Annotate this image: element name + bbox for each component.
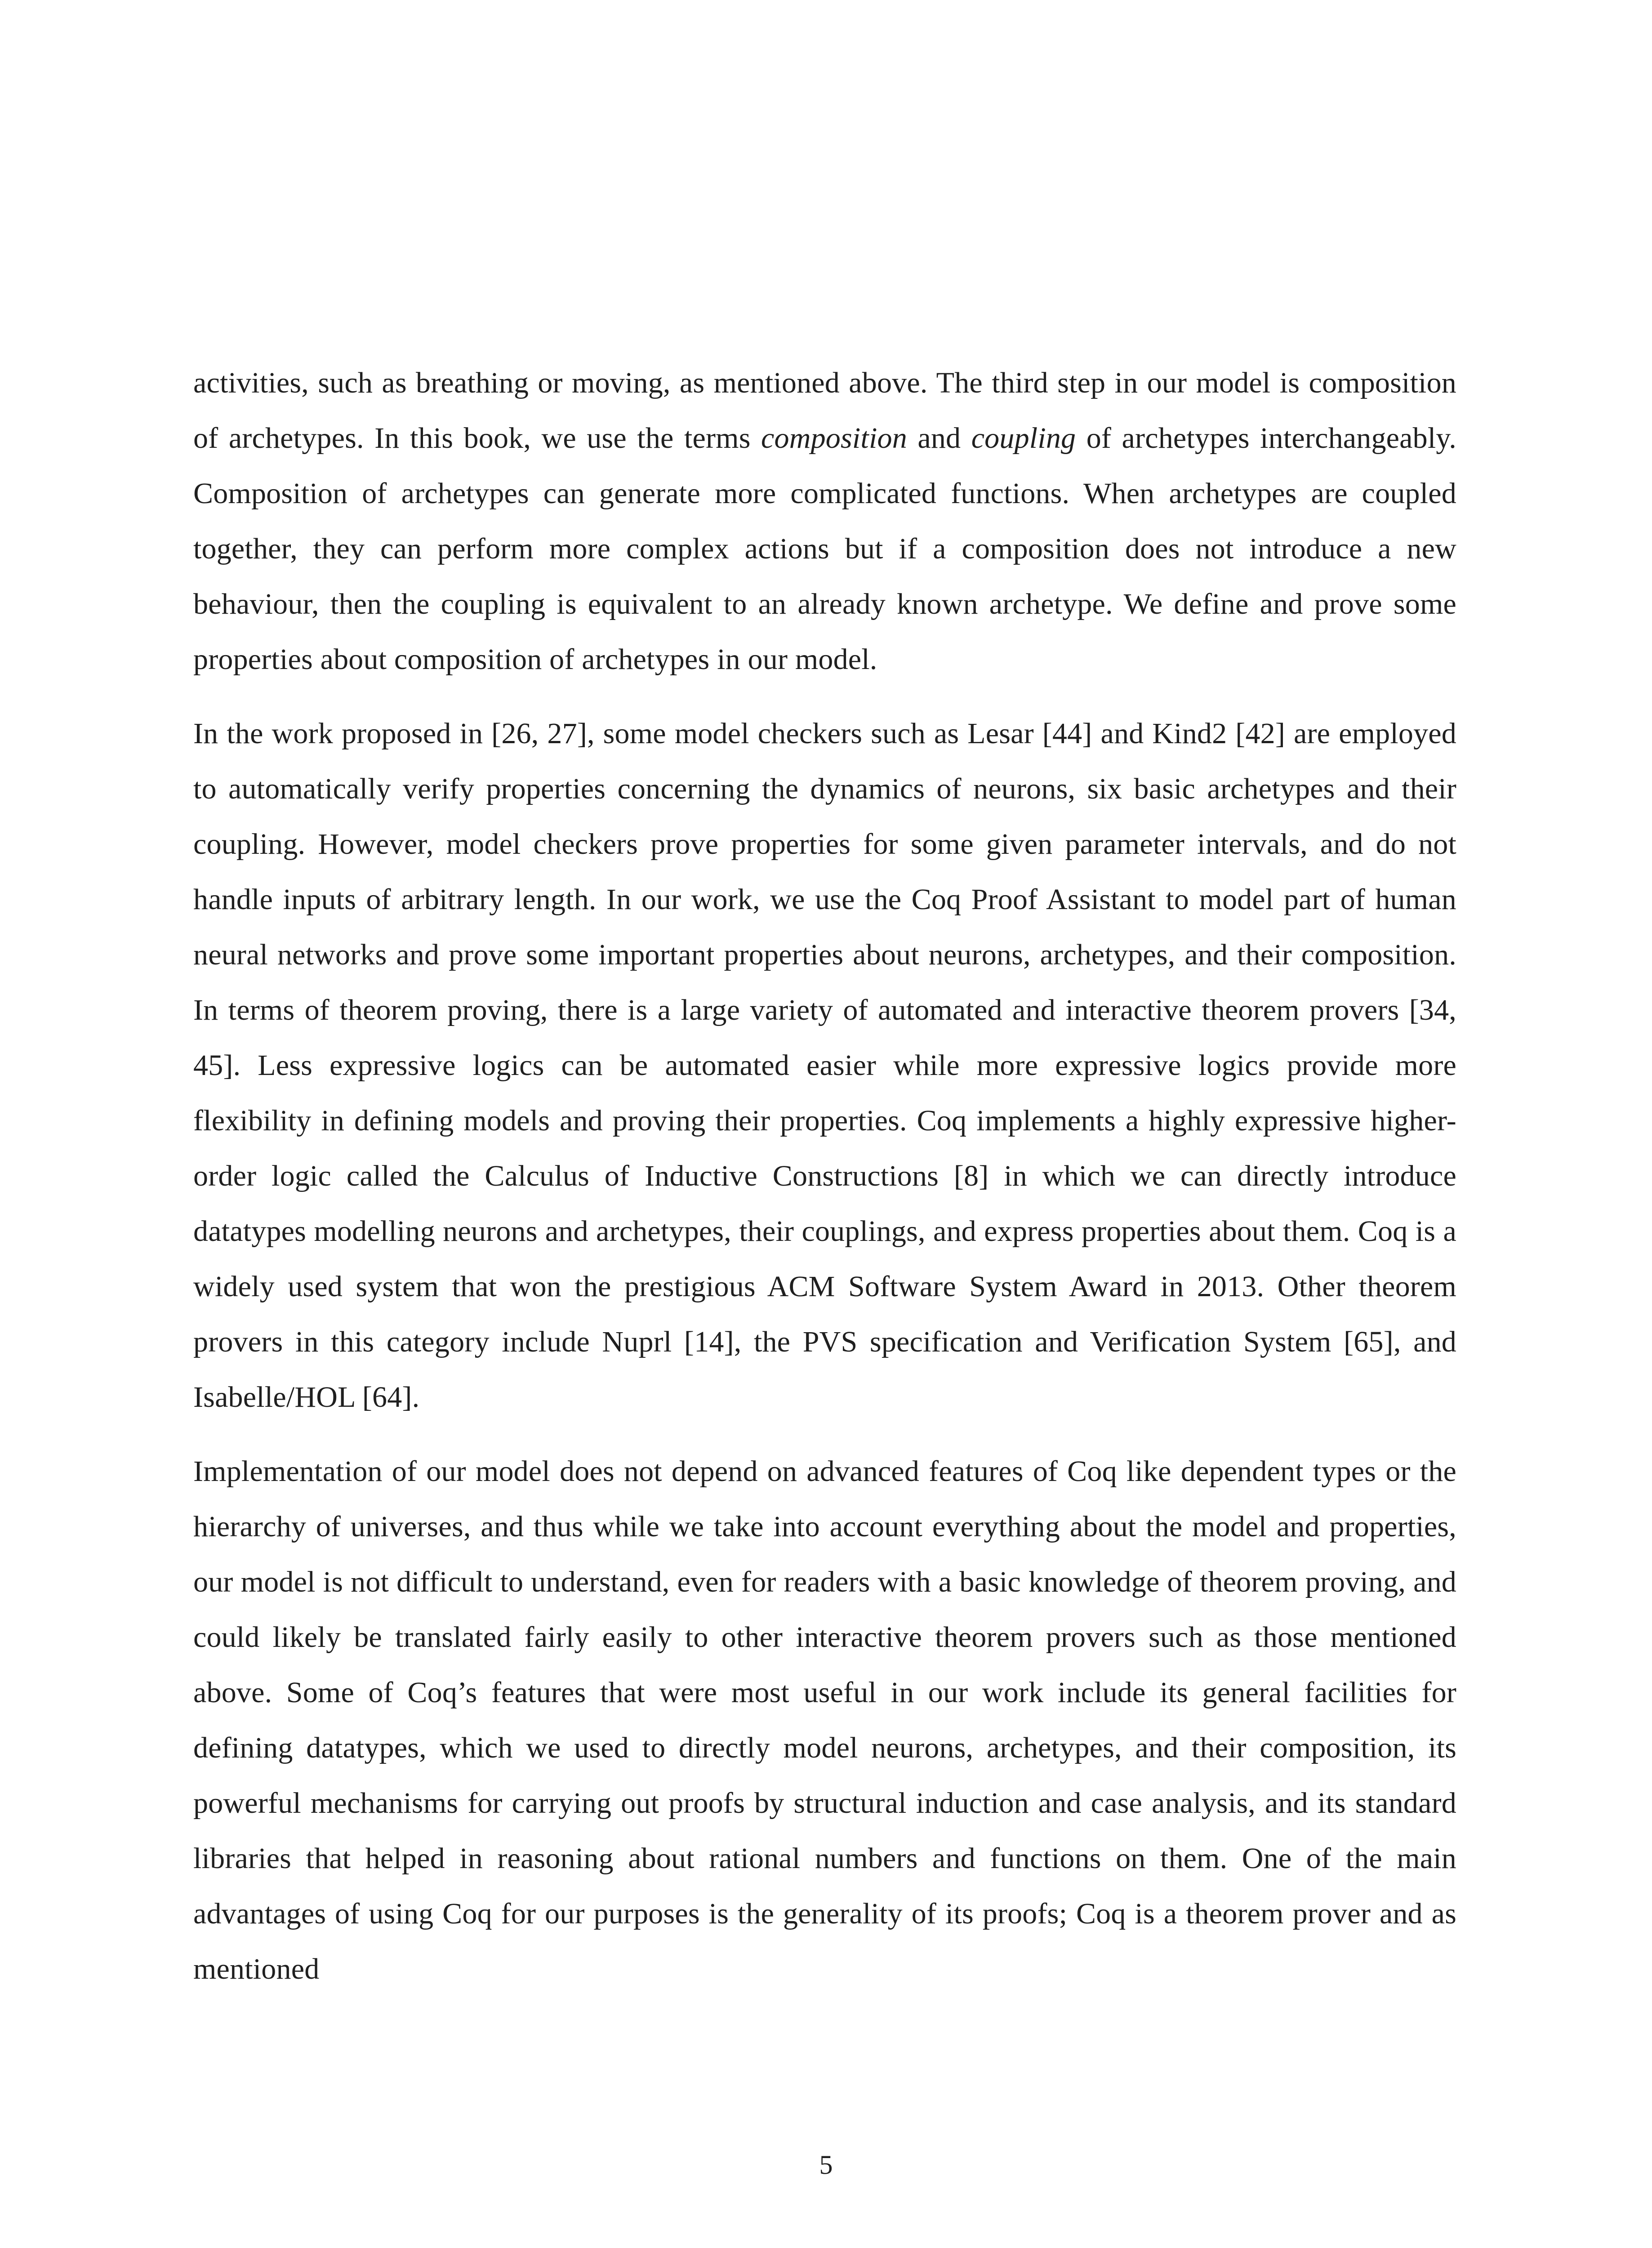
paragraph-2: In the work proposed in [26, 27], some model checkers such as Lesar [44] and Kind2 [42] are employed to automatically verify properties concerning the dynamics of neurons, six basic archetypes and their coupling. However, model checkers prove properties for some given parameter intervals, and do not handle inputs of arbitrary length. In our work, we use the Coq Proof Assistant to model part of human neural networks and prove some important properties about neurons, archetypes, and their composition. In terms of theorem proving, there is a large variety of automated and interactive theorem provers [34, 45]. Less expressive logics can be automated easier while more expressive logics provide more flexibility in defining models and proving their properties. Coq implements a highly expressive higher-order logic called the Calculus of Inductive Constructions [8] in which we can directly introduce datatypes modelling neurons and archetypes, their couplings, and express properties about them. Coq is a widely used system that won the prestigious ACM Software System Award in 2013. Other theorem provers in this category include Nuprl [14], the PVS specification and Verification System [65], and Isabelle/HOL [64].: [193, 717, 1456, 1414]
paragraph-1: [193, 355, 1456, 687]
term-composition: composition: [761, 422, 907, 455]
page-number: 5: [819, 2150, 833, 2180]
term-coupling: coupling: [971, 422, 1076, 455]
paragraph-1-connector: and: [907, 422, 971, 455]
body-text: [193, 355, 1456, 1997]
paragraph-1-text-end: of archetypes interchangeably. Composition of archetypes can generate more complicated functions. When archetypes are coupled together, they can perform more complex actions but if a composition does not introduce a new behaviour, then the coupling is equivalent to an already known archetype. We define and prove some properties about composition of archetypes in our model.: [193, 422, 1457, 676]
paragraph-1-text-start: activities, such as breathing or moving, as mentioned above. The third step in our model is composition of archetypes. In this book, we use the terms: [193, 366, 1456, 455]
paragraph-3: Implementation of our model does not depend on advanced features of Coq like dependent types or the hierarchy of universes, and thus while we take into account everything about the model and properties, our model is not difficult to understand, even for readers with a basic knowledge of theorem proving, and could likely be translated fairly easily to other interactive theorem provers such as those mentioned above. Some of Coq’s features that were most useful in our work include its general facilities for defining datatypes, which we used to directly model neurons, archetypes, and their composition, its powerful mechanisms for carrying out proofs by structural induction and case analysis, and its standard libraries that helped in reasoning about rational numbers and functions on them. One of the main advantages of using Coq for our purposes is the generality of its proofs; Coq is a theorem prover and as mentioned: [193, 1455, 1456, 1985]
